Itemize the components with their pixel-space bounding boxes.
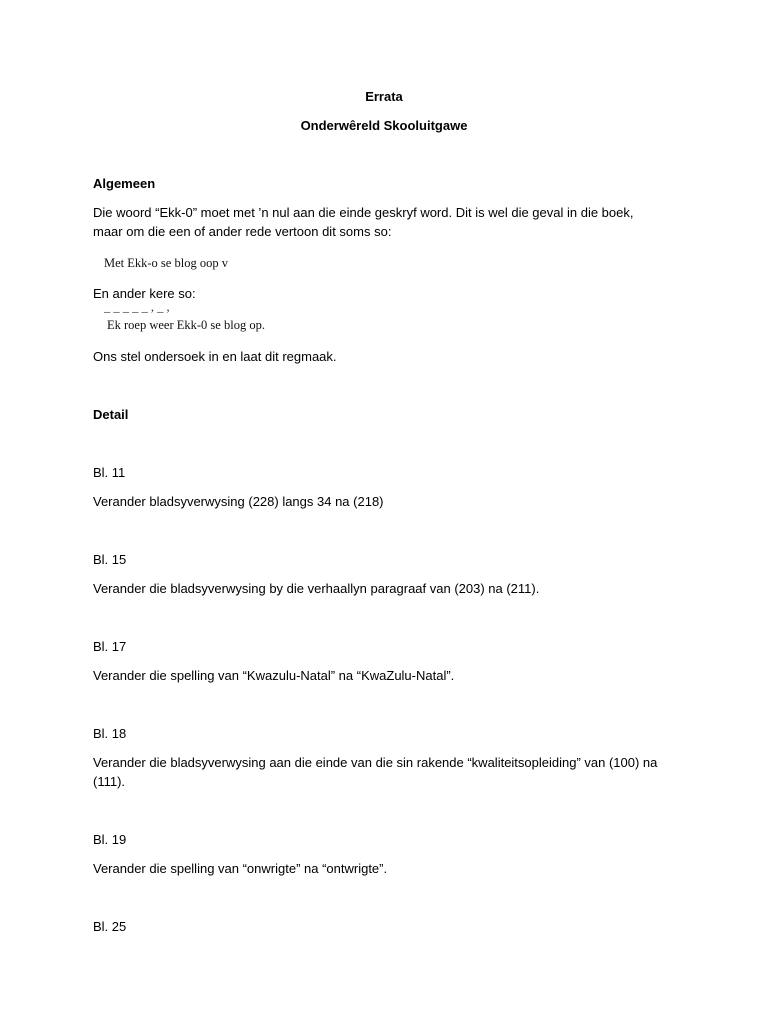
- other-times-text: En ander kere so:: [93, 286, 196, 301]
- sample-image-1: [104, 255, 242, 271]
- entry-text: Verander die spelling van “Kwazulu-Natal” na “KwaZulu-Natal”.: [93, 668, 455, 683]
- entry-text: Verander die bladsyverwysing by die verhaallyn paragraaf van (203) na (211).: [93, 581, 540, 596]
- section-heading-detail: Detail: [93, 407, 129, 422]
- doc-title: Errata: [365, 89, 403, 104]
- sample-2-text: Ek roep weer Ekk-0 se blog op.: [107, 318, 265, 332]
- entry-page: Bl. 19: [93, 832, 127, 847]
- general-paragraph: Die woord “Ekk-0” moet met ’n nul aan die einde geskryf word. Dit is wel die geval in die boek, maar om die een of ander rede vertoon dit soms so:: [93, 205, 634, 239]
- entry-page: Bl. 18: [93, 726, 127, 741]
- entry-text: Verander die spelling van “onwrigte” na “ontwrigte”.: [93, 861, 388, 876]
- fix-note: Ons stel ondersoek in en laat dit regmaak.: [93, 349, 337, 364]
- entry-page: Bl. 25: [93, 919, 127, 934]
- sample-1-text: Met Ekk-o se blog oop v: [104, 256, 228, 270]
- entry-page: Bl. 15: [93, 552, 127, 567]
- doc-subtitle: Onderwêreld Skooluitgawe: [300, 118, 468, 133]
- entry-page: Bl. 11: [93, 465, 126, 480]
- sample-image-2: [107, 317, 265, 333]
- entry-page: Bl. 17: [93, 639, 127, 654]
- section-heading-general: Algemeen: [93, 176, 156, 191]
- entry-text: Verander die bladsyverwysing aan die einde van die sin rakende “kwaliteitsopleiding” van (100) na (111).: [93, 755, 658, 789]
- sample-image-2-top-fragment: _ _ _ _ _ , _ ,: [104, 300, 170, 314]
- entry-text: Verander bladsyverwysing (228) langs 34 na (218): [93, 494, 384, 509]
